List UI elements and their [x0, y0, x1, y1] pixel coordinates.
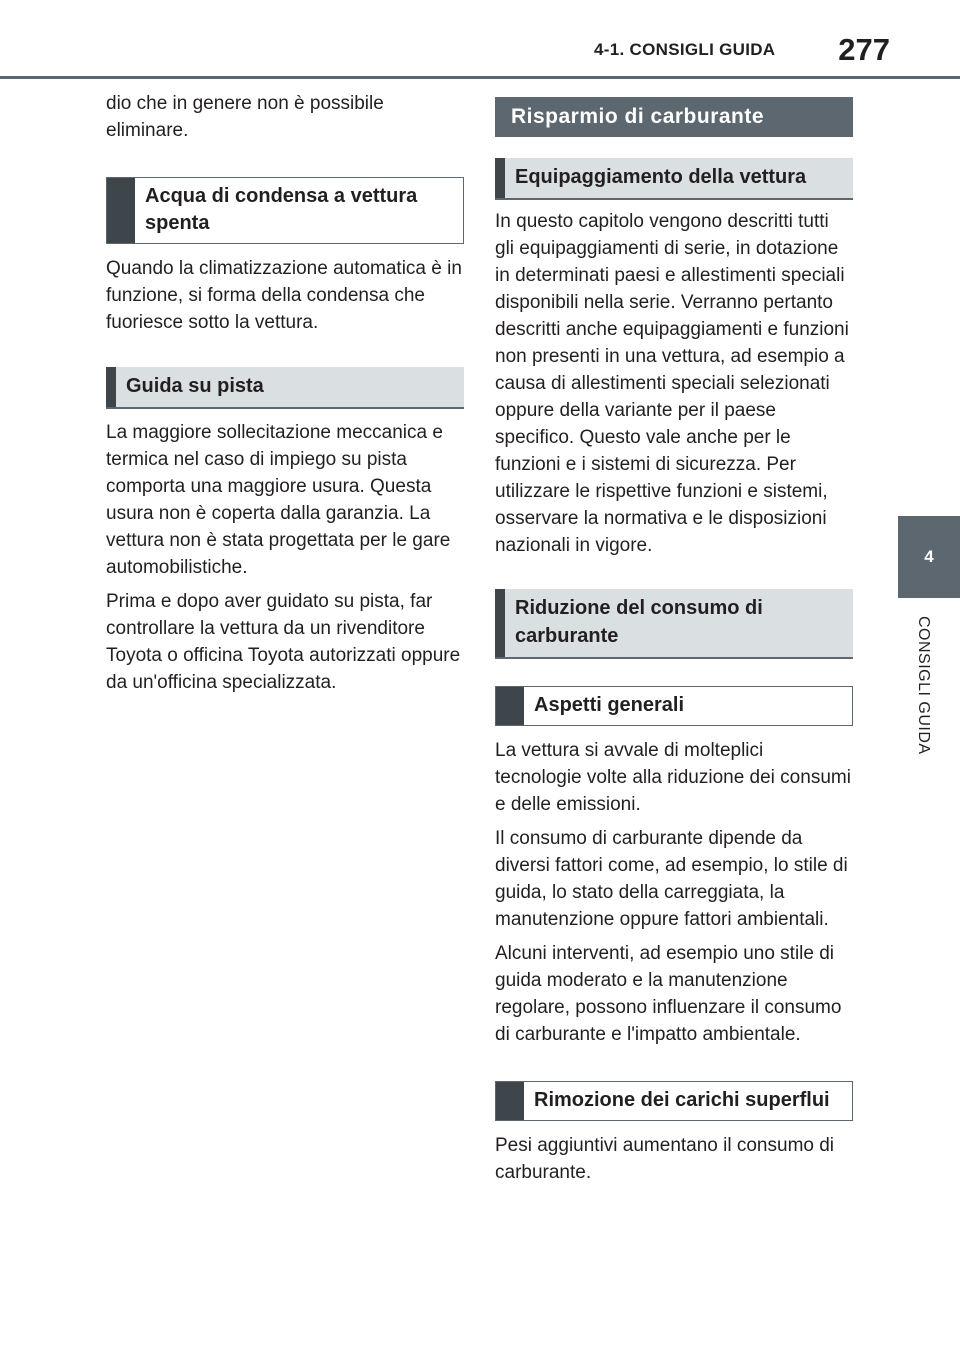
- paragraph-equipaggiamento: In questo capitolo vengono descritti tutti gli equipaggiamenti di serie, in dotazione in determinati paesi e allestimenti speciali disponibili nella serie. Verranno pertanto descritti anche equipaggiamenti e funzioni non presenti in una vettura, ad esempio a causa di allestimenti speciali selezionati oppure della variante per il paese specifico. Questo vale anche per le funzioni e i sistemi di sicurezza. Per utilizzare le rispettive funzioni e sistemi, osservare la normativa e le disposizioni nazionali in vigore.: [495, 211, 849, 556]
- chapter-label: CONSIGLI GUIDA: [915, 616, 932, 755]
- heading-equipaggiamento: [495, 158, 853, 200]
- heading-riduzione: [495, 589, 853, 659]
- heading-text: Equipaggiamento della vettura: [515, 166, 807, 188]
- chapter-number: 4: [924, 547, 934, 566]
- heading-pista: [106, 367, 464, 409]
- heading-bar: [107, 178, 135, 243]
- heading-bar: [106, 367, 116, 407]
- section-title: 4-1. CONSIGLI GUIDA: [594, 40, 776, 59]
- heading-risparmio: Risparmio di carburante: [495, 97, 853, 137]
- heading-aspetti: [495, 686, 853, 726]
- heading-bar: [495, 158, 505, 198]
- chapter-tab[interactable]: [898, 516, 960, 598]
- intro-paragraph: dio che in genere non è possibile eliminare.: [106, 93, 384, 141]
- paragraph-condensa: Quando la climatizzazione automatica è in funzione, si forma della condensa che fuoriesce sotto la vettura.: [106, 258, 462, 333]
- right-column: [495, 97, 853, 1186]
- paragraph-pista-2: Prima e dopo aver guidato su pista, far controllare la vettura da un rivenditore Toyota o officina Toyota autorizzati oppure da un'officina specializzata.: [106, 591, 461, 693]
- page-number: 277: [838, 32, 890, 67]
- heading-bar: [496, 687, 524, 725]
- heading-text: Aspetti generali: [534, 694, 685, 716]
- left-column: [106, 90, 464, 696]
- heading-text: Riduzione del consumo di carburante: [515, 597, 763, 647]
- heading-text: Rimozione dei carichi superflui: [534, 1089, 830, 1111]
- paragraph-aspetti-1: La vettura si avvale di molteplici tecnologie volte alla riduzione dei consumi e delle emissioni.: [495, 740, 851, 815]
- heading-bar: [495, 589, 505, 657]
- heading-condensa: [106, 177, 464, 244]
- heading-text: Guida su pista: [126, 375, 264, 397]
- paragraph-carichi: Pesi aggiuntivi aumentano il consumo di carburante.: [495, 1135, 835, 1183]
- heading-text: Acqua di condensa a vettura spenta: [145, 185, 418, 234]
- paragraph-pista-1: La maggiore sollecitazione meccanica e termica nel caso di impiego su pista comporta una maggiore usura. Questa usura non è coperta dalla garanzia. La vettura non è stata progettata per le gare automobilistiche.: [106, 422, 451, 578]
- heading-carichi: [495, 1081, 853, 1121]
- heading-bar: [496, 1082, 524, 1120]
- header-divider: [0, 76, 960, 79]
- paragraph-aspetti-2: Il consumo di carburante dipende da diversi fattori come, ad esempio, lo stile di guida, lo stato della carreggiata, la manutenzione oppure fattori ambientali.: [495, 828, 848, 930]
- paragraph-aspetti-3: Alcuni interventi, ad esempio uno stile di guida moderato e la manutenzione regolare, possono influenzare il consumo di carburante e l'impatto ambientale.: [495, 943, 842, 1045]
